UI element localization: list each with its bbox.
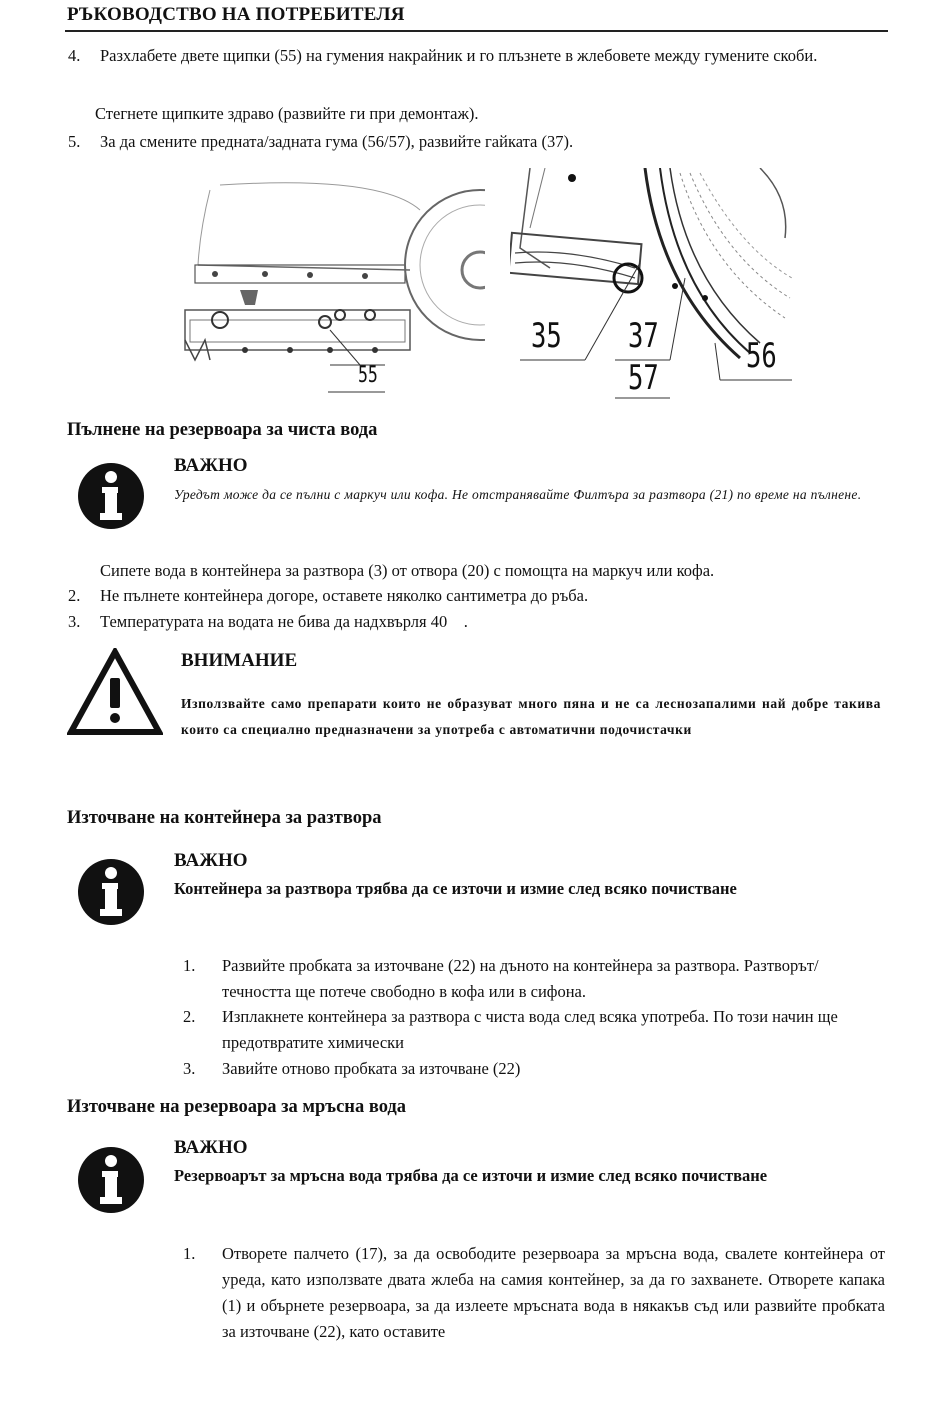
info-icon [76,857,146,932]
warning-heading: ВНИМАНИЕ [181,650,298,671]
note-text: Резервоарът за мръсна вода трябва да се източи и измие след всяко почистване [174,1166,768,1185]
callout-label-55: 55 [358,363,378,388]
step-number: 2. [68,586,81,605]
step-number: 1. [183,956,196,975]
step-text: Развийте пробката за източване (22) на дъното на контейнера за разтвора. Разтворът/течността ще потече свободно в кофа или в сифона. [222,956,819,1001]
step-text: Отворете палчето (17), за да освободите резервоара за мръсна вода, свалете контейнера от уреда, като използвате двата жлеба на самия контейнер, за да го захванете. Отворете капака (1) и обърнете резервоара, за да излеете мръсната вода в някакъв съд или развийте пробката за източване (22), като оставите [222,1244,885,1341]
step-text: Сипете вода в контейнера за разтвора (3) от отвора (20) с помощта на маркуч или кофа. [100,561,715,580]
step-text: Стегнете щипките здраво (развийте ги при демонтаж). [95,104,479,123]
page-header-title: РЪКОВОДСТВО НА ПОТРЕБИТЕЛЯ [67,4,405,25]
callout-label-56: 56 [746,336,777,376]
step-number: 2. [183,1007,196,1026]
note-text: Контейнера за разтвора трябва да се източи и измие след всяко почистване [174,879,737,898]
step-number: 3. [68,612,81,631]
info-icon [76,1145,146,1220]
step-text: Завийте отново пробката за източване (22) [222,1059,521,1078]
warning-text: Използвайте само препарати които не образуват много пяна и не са леснозапалими най добре такива които са специално предназначени за употреба с автоматични подочистачки [181,696,881,737]
section-title: Източване на контейнера за разтвора [67,808,382,828]
step-number: 4. [68,46,81,65]
note-heading: ВАЖНО [174,850,248,871]
step-text: Температурата на водата не бива да надхвърля 40 . [100,612,468,631]
note-text: Уредът може да се пълни с маркуч или кофа. Не отстранявайте Филтъра за разтвора (21) по време на пълнене. [174,487,862,502]
note-heading: ВАЖНО [174,455,248,476]
step-text: Разхлабете двете щипки (55) на гумения накрайник и го плъзнете в жлебовете между гумените скоби. [100,46,818,65]
step-text: Изплакнете контейнера за разтвора с чиста вода след всяка употреба. По този начин ще предотвратите химически [222,1007,838,1052]
callout-label-37: 37 [628,316,659,356]
squeegee-diagram-left [180,170,485,410]
warning-icon [67,648,163,741]
wheel-diagram-right [510,168,795,408]
header-divider [65,30,888,32]
info-icon [76,461,146,536]
note-heading: ВАЖНО [174,1137,248,1158]
section-title: Пълнене на резервоара за чиста вода [67,420,378,440]
step-text: Не пълнете контейнера догоре, оставете няколко сантиметра до ръба. [100,586,589,605]
callout-label-57: 57 [628,358,659,398]
step-text: За да смените предната/задната гума (56/57), развийте гайката (37). [100,132,574,151]
section-title: Източване на резервоара за мръсна вода [67,1097,407,1117]
step-number: 5. [68,132,81,151]
step-number: 1. [183,1244,196,1263]
callout-label-35: 35 [531,316,562,356]
step-number: 3. [183,1059,196,1078]
